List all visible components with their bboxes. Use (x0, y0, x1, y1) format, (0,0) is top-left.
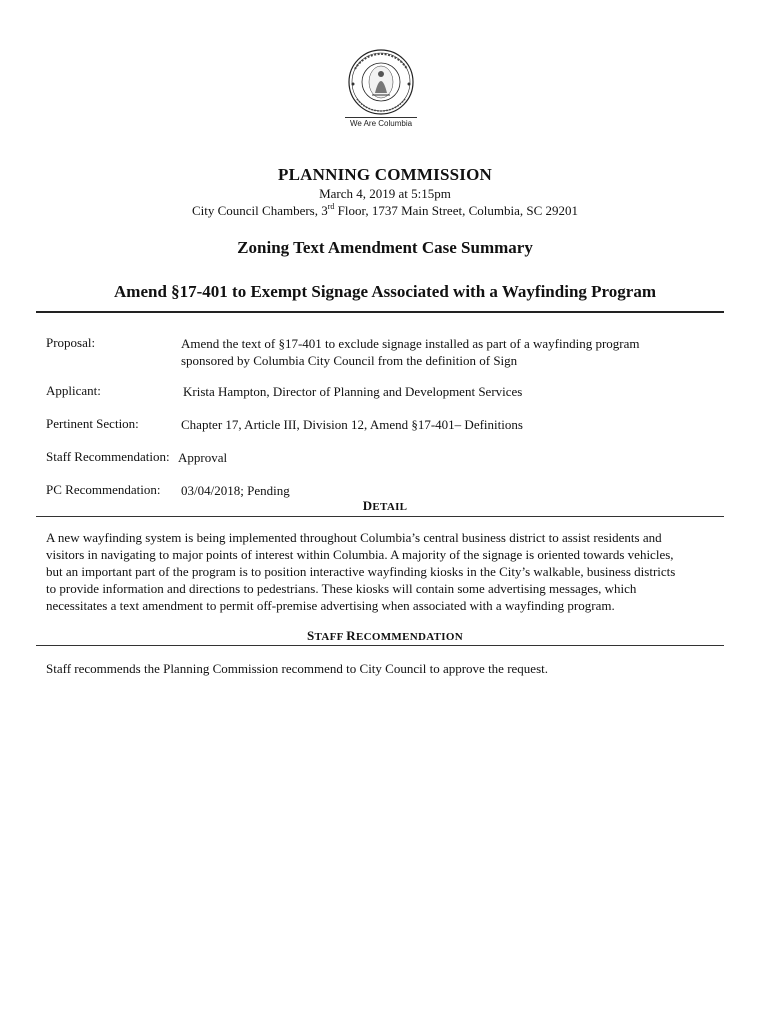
amendment-title: Amend §17-401 to Exempt Signage Associated with a Wayfinding Program (114, 282, 656, 301)
detail-line: but an important part of the program is to position interactive wayfinding kiosks in the City’s walkable, business districts (46, 564, 676, 579)
pertinent-section-label: Pertinent Section: (46, 416, 139, 431)
seal-divider (345, 117, 417, 118)
page-title: PLANNING COMMISSION (278, 165, 492, 184)
detail-line: to provide information and directions to pedestrians. These kiosks will contain some advertising messages, which (46, 581, 637, 596)
proposal-label: Proposal: (46, 335, 96, 350)
meeting-date-time: March 4, 2019 at 5:15pm (319, 186, 451, 201)
applicant-value: Krista Hampton, Director of Planning and Development Services (183, 384, 523, 399)
header-divider (36, 311, 724, 313)
staff-recommendation-value: Approval (178, 450, 228, 465)
pc-recommendation-value: 03/04/2018; Pending (181, 483, 290, 498)
detail-heading: DETAIL (362, 498, 408, 513)
staff-recommendation-label: Staff Recommendation: (46, 449, 170, 464)
detail-line: visitors in navigating to major points of interest within Columbia. A majority of the signage is oriented towards vehicles, (46, 547, 674, 562)
detail-line: A new wayfinding system is being implemented throughout Columbia’s central business district to assist residents and (46, 530, 662, 545)
seal-tagline: We Are Columbia (349, 119, 413, 128)
pertinent-section-value: Chapter 17, Article III, Division 12, Amend §17-401– Definitions (181, 417, 523, 432)
city-seal-icon (341, 47, 421, 117)
proposal-value: Amend the text of §17-401 to exclude signage installed as part of a wayfinding program sponsored by Columbia City Council from the definition of Sign (181, 336, 640, 368)
case-summary-title: Zoning Text Amendment Case Summary (237, 238, 533, 257)
pc-recommendation-label: PC Recommendation: (46, 482, 161, 497)
detail-paragraph (46, 529, 726, 614)
staff-recommendation-heading: STAFF RECOMMENDATION (307, 628, 463, 643)
staff-recommendation-text: Staff recommends the Planning Commission recommend to City Council to approve the request. (46, 661, 548, 676)
city-seal-logo (341, 47, 421, 137)
meeting-location: City Council Chambers, 3rd Floor, 1737 Main Street, Columbia, SC 29201 (191, 201, 579, 218)
detail-divider (36, 516, 724, 517)
detail-line: necessitates a text amendment to permit off-premise advertising when associated with a wayfinding program. (46, 598, 615, 613)
staff-recommendation-divider (36, 645, 724, 646)
applicant-label: Applicant: (46, 383, 101, 398)
